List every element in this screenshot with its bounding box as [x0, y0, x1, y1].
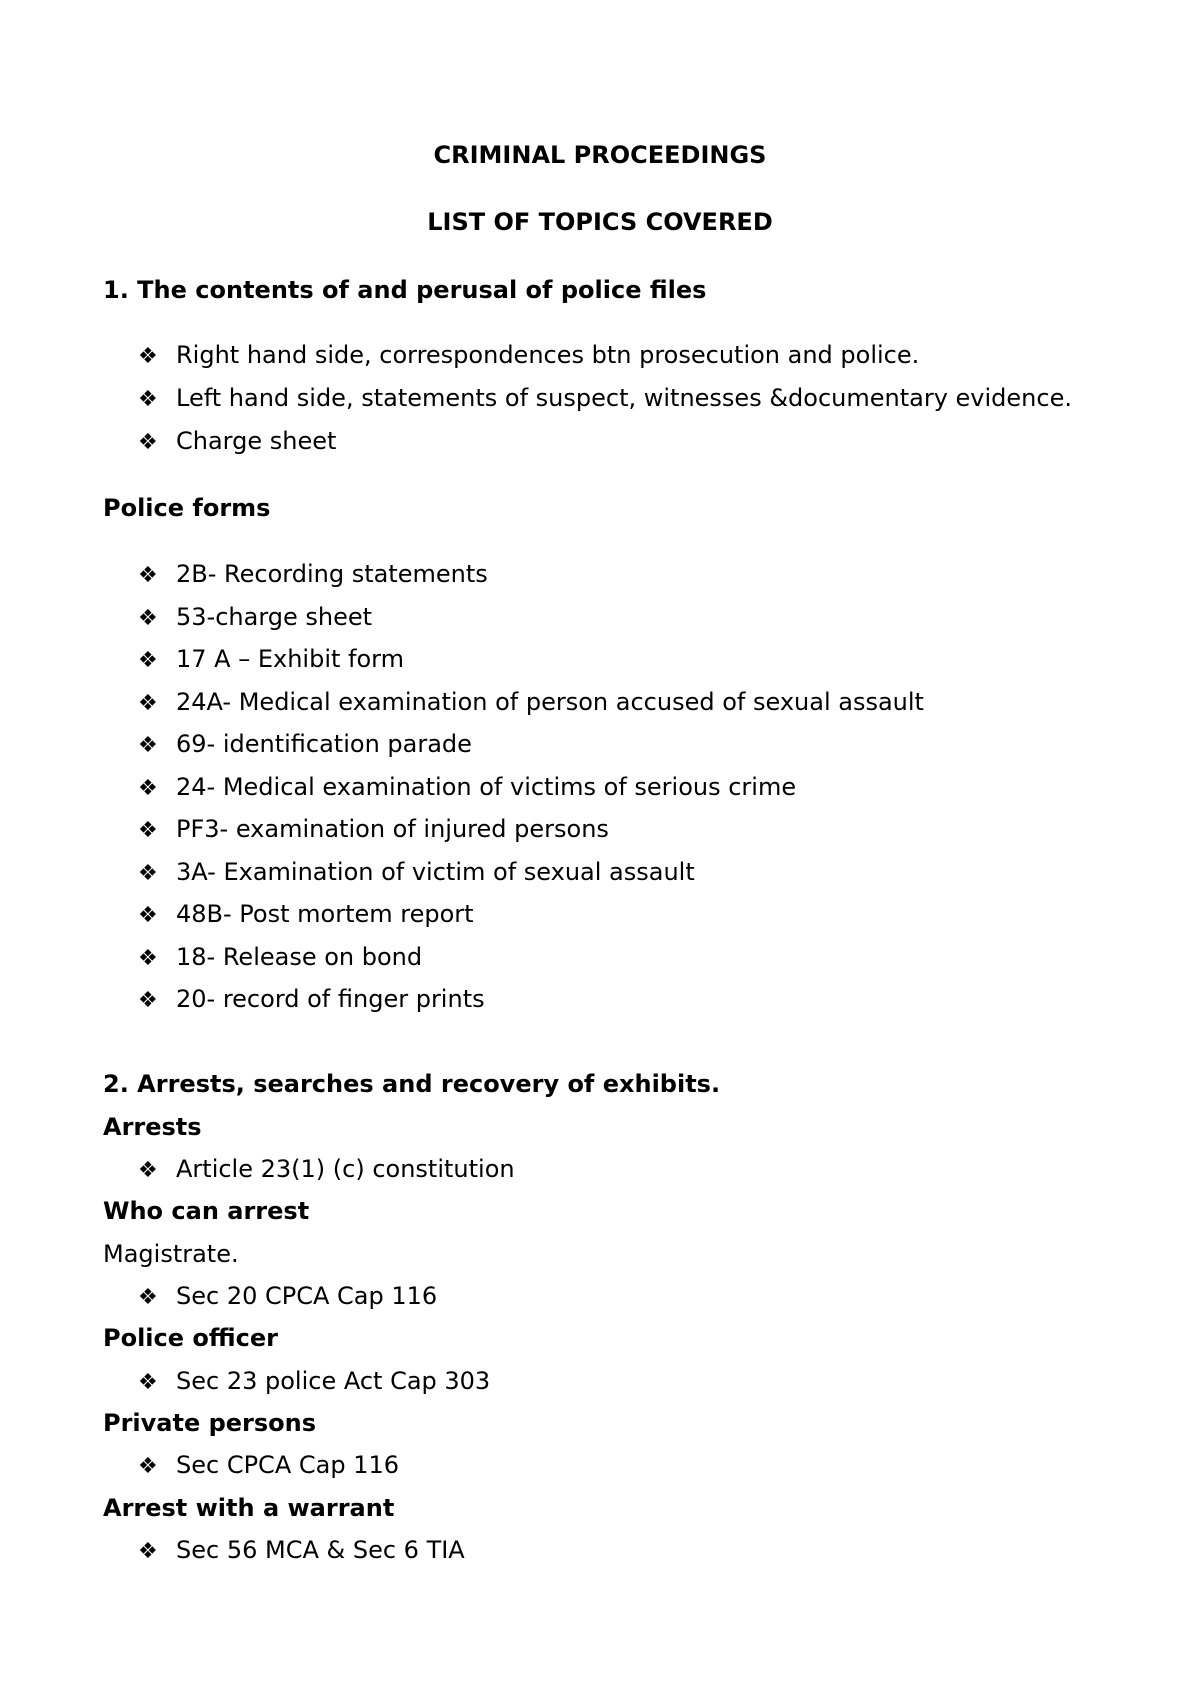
- diamond-bullet-icon: ❖: [138, 691, 158, 716]
- list-item: ❖ Sec CPCA Cap 116: [138, 1451, 399, 1479]
- list-item: ❖ 18- Release on bond: [138, 943, 423, 971]
- diamond-bullet-icon: ❖: [138, 387, 158, 412]
- diamond-bullet-icon: ❖: [138, 903, 158, 928]
- list-item: ❖ 2B- Recording statements: [138, 560, 488, 588]
- diamond-bullet-icon: ❖: [138, 1285, 158, 1310]
- list-item: ❖ 17 A – Exhibit form: [138, 645, 404, 673]
- police-forms-heading: Police forms: [103, 494, 271, 522]
- list-item: ❖ 24- Medical examination of victims of serious crime: [138, 773, 797, 801]
- arrests-heading: Arrests: [103, 1113, 202, 1141]
- list-item: ❖ Sec 23 police Act Cap 303: [138, 1367, 491, 1395]
- list-item: ❖ Right hand side, correspondences btn prosecution and police.: [138, 341, 920, 369]
- list-item: ❖ 24A- Medical examination of person accused of sexual assault: [138, 688, 924, 716]
- who-can-arrest-heading: Who can arrest: [103, 1197, 310, 1225]
- list-item: ❖ Article 23(1) (c) constitution: [138, 1155, 515, 1183]
- diamond-bullet-icon: ❖: [138, 563, 158, 588]
- list-item: ❖ 69- identification parade: [138, 730, 472, 758]
- document-title: CRIMINAL PROCEEDINGS: [433, 141, 767, 169]
- diamond-bullet-icon: ❖: [138, 861, 158, 886]
- section-2-heading: 2. Arrests, searches and recovery of exhibits.: [103, 1070, 721, 1098]
- diamond-bullet-icon: ❖: [138, 430, 158, 455]
- list-item: ❖ 53-charge sheet: [138, 603, 373, 631]
- list-item: ❖ Sec 56 MCA & Sec 6 TIA: [138, 1536, 465, 1564]
- diamond-bullet-icon: ❖: [138, 648, 158, 673]
- diamond-bullet-icon: ❖: [138, 1454, 158, 1479]
- diamond-bullet-icon: ❖: [138, 946, 158, 971]
- list-item: ❖ Charge sheet: [138, 427, 337, 455]
- arrest-with-warrant-heading: Arrest with a warrant: [103, 1494, 395, 1522]
- list-item: ❖ 20- record of finger prints: [138, 985, 485, 1013]
- list-item: ❖ Left hand side, statements of suspect, witnesses &documentary evidence.: [138, 384, 1072, 412]
- diamond-bullet-icon: ❖: [138, 344, 158, 369]
- diamond-bullet-icon: ❖: [138, 733, 158, 758]
- diamond-bullet-icon: ❖: [138, 818, 158, 843]
- magistrate-text: Magistrate.: [103, 1240, 239, 1268]
- list-item: ❖ 48B- Post mortem report: [138, 900, 474, 928]
- list-item: ❖ 3A- Examination of victim of sexual assault: [138, 858, 695, 886]
- list-item: ❖ PF3- examination of injured persons: [138, 815, 609, 843]
- private-persons-heading: Private persons: [103, 1409, 317, 1437]
- diamond-bullet-icon: ❖: [138, 606, 158, 631]
- document-subtitle: LIST OF TOPICS COVERED: [427, 208, 773, 236]
- diamond-bullet-icon: ❖: [138, 1370, 158, 1395]
- police-officer-heading: Police officer: [103, 1324, 278, 1352]
- diamond-bullet-icon: ❖: [138, 776, 158, 801]
- diamond-bullet-icon: ❖: [138, 1539, 158, 1564]
- list-item: ❖ Sec 20 CPCA Cap 116: [138, 1282, 438, 1310]
- diamond-bullet-icon: ❖: [138, 1158, 158, 1183]
- section-1-heading: 1. The contents of and perusal of police files: [103, 276, 707, 304]
- diamond-bullet-icon: ❖: [138, 988, 158, 1013]
